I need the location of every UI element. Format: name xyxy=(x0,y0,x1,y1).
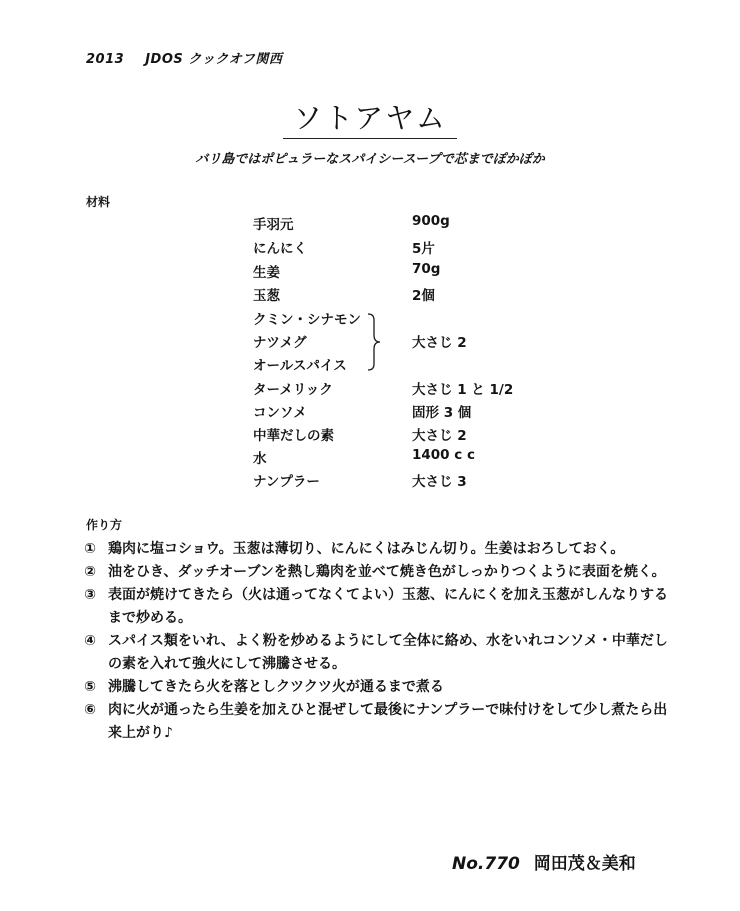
ingredient-amount: 70g xyxy=(412,261,441,277)
step-text: 肉に火が通ったら生姜を加えひと混ぜして最後にナンプラーで味付けをして少し煮たら出来上がり♪ xyxy=(108,702,668,741)
ingredient-amount: 2個 xyxy=(412,288,435,304)
ingredient-name: ターメリック xyxy=(253,382,333,398)
step-number: ④ xyxy=(84,633,96,649)
method-step xyxy=(80,561,680,584)
method-step xyxy=(80,699,680,745)
step-text: 油をひき、ダッチオーブンを熱し鶏肉を並べて焼き色がしっかりつくように表面を焼く。 xyxy=(108,564,666,580)
method-steps xyxy=(80,538,680,745)
ingredient-name: ナツメグ xyxy=(253,335,307,351)
event-year: 2013 xyxy=(86,52,125,67)
ingredient-name: 生姜 xyxy=(253,265,280,281)
ingredient-name: 玉葱 xyxy=(253,288,280,304)
step-text: スパイス類をいれ、よく粉を炒めるようにして全体に絡め、水をいれコンソメ・中華だしの素を入れて強火にして沸騰させる。 xyxy=(108,633,668,672)
ingredient-amount: 固形 3 個 xyxy=(412,405,472,421)
ingredient-amount: 1400 c c xyxy=(412,447,475,463)
ingredient-amount: 大さじ 2 xyxy=(412,428,467,444)
ingredient-name: にんにく xyxy=(253,241,307,257)
step-number: ⑥ xyxy=(84,702,96,718)
entry-footer xyxy=(452,849,636,874)
ingredient-amount: 大さじ 3 xyxy=(412,474,467,490)
step-number: ② xyxy=(84,564,96,580)
step-number: ① xyxy=(84,541,96,557)
method-step xyxy=(80,538,680,561)
recipe-title xyxy=(0,96,740,139)
ingredient-amount: 大さじ 1 と 1/2 xyxy=(412,382,514,398)
method-step xyxy=(80,584,680,630)
ingredient-name: 水 xyxy=(253,451,267,467)
step-text: 表面が焼けてきたら（火は通ってなくてよい）玉葱、にんにくを加え玉葱がしんなりするまで炒める。 xyxy=(108,587,668,626)
recipe-title-text: ソトアヤム xyxy=(283,96,457,139)
recipe-subtitle: バリ島ではポピュラーなスパイシースープで芯までぽかぽか xyxy=(195,152,545,167)
entry-number: No.770 xyxy=(452,854,520,874)
ingredient-amount: 900g xyxy=(412,213,450,229)
step-text: 鶏肉に塩コショウ。玉葱は薄切り、にんにくはみじん切り。生姜はおろしておく。 xyxy=(108,541,625,557)
method-step xyxy=(80,676,680,699)
ingredient-amount: 大さじ 2 xyxy=(412,335,467,351)
ingredient-name: クミン・シナモン xyxy=(253,312,361,328)
ingredient-amount: 5片 xyxy=(412,241,435,257)
event-name: JDOS クックオフ関西 xyxy=(145,52,283,67)
step-text: 沸騰してきたら火を落としクツクツ火が通るまで煮る xyxy=(108,679,444,695)
ingredient-name: オールスパイス xyxy=(253,358,347,374)
event-header xyxy=(86,48,282,67)
step-number: ③ xyxy=(84,587,96,603)
method-step xyxy=(80,630,680,676)
author-names: 岡田茂＆美和 xyxy=(533,854,636,874)
step-number: ⑤ xyxy=(84,679,96,695)
ingredient-name: ナンプラー xyxy=(253,474,320,490)
ingredient-name: 中華だしの素 xyxy=(253,428,334,444)
ingredient-name: コンソメ xyxy=(253,405,307,421)
method-label: 作り方 xyxy=(86,518,123,532)
ingredients-label: 材料 xyxy=(86,195,111,209)
grouping-brace-icon xyxy=(366,313,382,371)
ingredient-name: 手羽元 xyxy=(253,217,294,233)
